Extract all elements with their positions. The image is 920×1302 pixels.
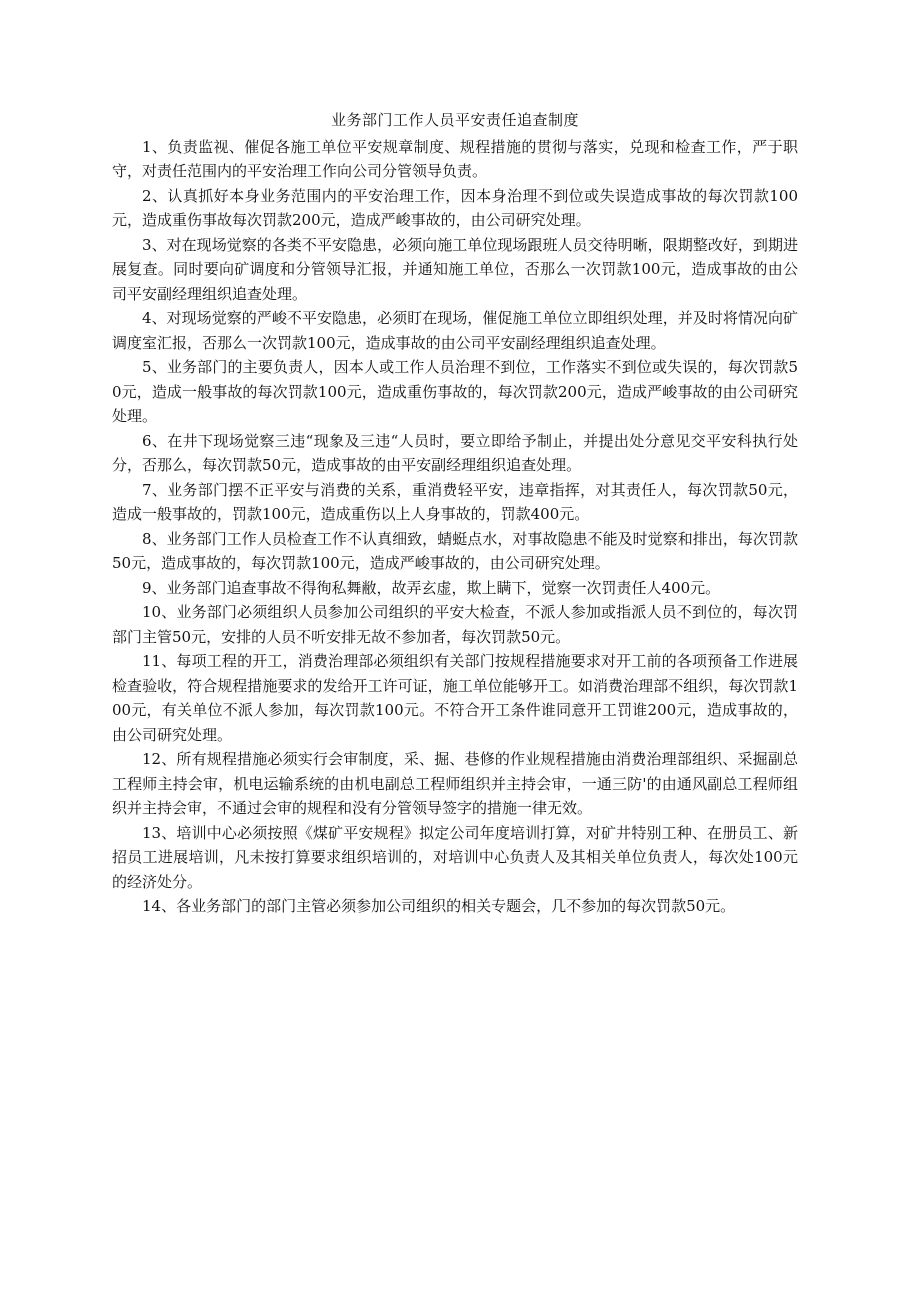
paragraph-7: 7、业务部门摆不正平安与消费的关系，重消费轻平安，违章指挥，对其责任人，每次罚款50元，造成一般事故的，罚款100元，造成重伤以上人身事故的，罚款400元。 xyxy=(112,480,798,523)
paragraph-9: 9、业务部门追查事故不得徇私舞敝，故弄玄虚，欺上瞒下，觉察一次罚责任人400元。 xyxy=(142,578,721,597)
paragraph-1: 1、负责监视、催促各施工单位平安规章制度、规程措施的贯彻与落实，兑现和检查工作，严于职守，对责任范围内的平安治理工作向公司分管领导负责。 xyxy=(112,137,798,180)
paragraph-3: 3、对在现场觉察的各类不平安隐患，必须向施工单位现场跟班人员交待明晰，限期整改好，到期进展复查。同时要向矿调度和分管领导汇报，并通知施工单位，否那么一次罚款100元，造成事故的由公司平安副经理组织追查处理。 xyxy=(112,235,798,303)
paragraph-12: 12、所有规程措施必须实行会审制度，采、掘、巷修的作业规程措施由消费治理部组织、采掘副总工程师主持会审，机电运输系统的由机电副总工程师组织并主持会审，一通三防'的由通风副总工程师组织并主持会审，不通过会审的规程和没有分管领导签字的措施一律无效。 xyxy=(112,750,798,817)
paragraph-14: 14、各业务部门的部门主管必须参加公司组织的相关专题会，几不参加的每次罚款50元。 xyxy=(142,897,736,915)
paragraph-10: 10、业务部门必须组织人员参加公司组织的平安大检查，不派人参加或指派人员不到位的，每次罚部门主管50元，安排的人员不听安排无故不参加者，每次罚款50元。 xyxy=(112,603,798,646)
document-title: 业务部门工作人员平安责任追查制度 xyxy=(330,111,579,129)
paragraph-5: 5、业务部门的主要负责人，因本人或工作人员治理不到位，工作落实不到位或失误的，每次罚款50元，造成一般事故的每次罚款100元，造成重伤事故的，每次罚款200元，造成严峻事故的由公司研究处理。 xyxy=(112,358,798,425)
paragraph-6: 6、在井下现场觉察三违“现象及三违“人员时，要立即给予制止，并提出处分意见交平安科执行处分，否那么，每次罚款50元，造成事故的由平安副经理组织追查处理。 xyxy=(112,431,798,474)
paragraph-2: 2、认真抓好本身业务范围内的平安治理工作，因本身治理不到位或失误造成事故的每次罚款100元，造成重伤事故每次罚款200元，造成严峻事故的，由公司研究处理。 xyxy=(112,186,798,229)
paragraph-8: 8、业务部门工作人员检查工作不认真细致，蜻蜓点水，对事故隐患不能及时觉察和排出，每次罚款50元，造成事故的，每次罚款100元，造成严峻事故的，由公司研究处理。 xyxy=(112,529,798,572)
document-page xyxy=(112,108,798,919)
paragraph-4: 4、对现场觉察的严峻不平安隐患，必须盯在现场，催促施工单位立即组织处理，并及时将情况向矿调度室汇报，否那么一次罚款100元，造成事故的由公司平安副经理组织追查处理。 xyxy=(112,309,798,352)
paragraph-11: 11、每项工程的开工，消费治理部必须组织有关部门按规程措施要求对开工前的各项预备工作进展检查验收，符合规程措施要求的发给开工许可证，施工单位能够开工。如消费治理部不组织，每次罚款100元，有关单位不派人参加，每次罚款100元。不符合开工条件谁同意开工罚谁200元，造成事故的，由公司研究处理。 xyxy=(112,652,798,744)
paragraph-13: 13、培训中心必须按照《煤矿平安规程》拟定公司年度培训打算，对矿井特别工种、在册员工、新招员工进展培训，凡未按打算要求组织培训的，对培训中心负责人及其相关单位负责人，每次处100元的经济处分。 xyxy=(112,823,798,891)
